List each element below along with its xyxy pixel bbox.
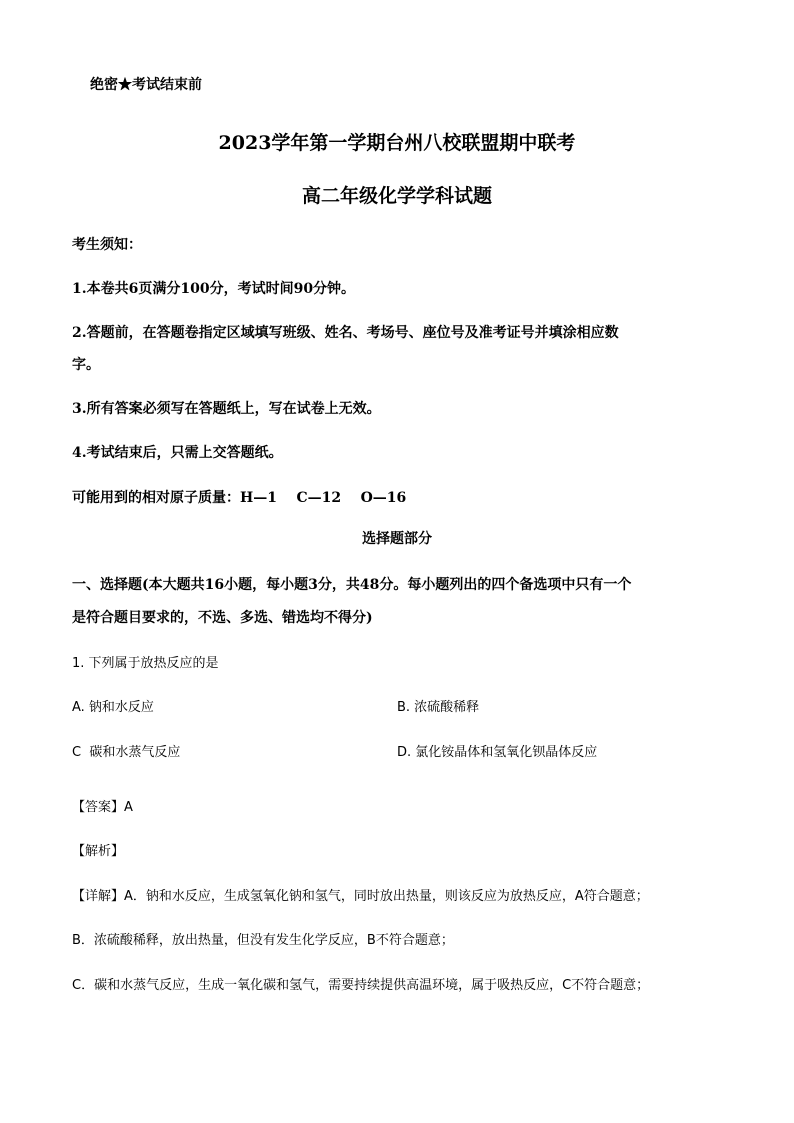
notice-heading: 考生须知：	[72, 237, 142, 253]
question-1-option-c: C 碳和水蒸气反应	[72, 745, 181, 760]
exam-title: 2023学年第一学期台州八校联盟期中联考	[218, 132, 576, 154]
notice-item-4: 4.考试结束后，只需上交答题纸。	[72, 445, 283, 461]
question-1-option-a: A. 钠和水反应	[72, 700, 154, 715]
section-intro-line-1: 一、选择题(本大题共16小题，每小题3分，共48分。每小题列出的四个备选项中只有一个	[72, 577, 632, 593]
exam-subtitle: 高二年级化学学科试题	[301, 185, 492, 207]
analysis-detail-1: 【详解】A．钠和水反应，生成氢氧化钠和氢气，同时放出热量，则该反应为放热反应，A符合题意；	[72, 889, 649, 904]
question-1-option-b: B. 浓硫酸稀释	[397, 700, 480, 715]
section-title: 选择题部分	[362, 531, 432, 547]
analysis-detail-3: C．碳和水蒸气反应，生成一氧化碳和氢气，需要持续提供高温环境，属于吸热反应，C不符合题意；	[72, 978, 650, 993]
notice-item-2: 2.答题前，在答题卷指定区域填写班级、姓名、考场号、座位号及准考证号并填涂相应数	[72, 325, 619, 341]
confidential-mark: 绝密★考试结束前	[90, 77, 202, 93]
question-1-option-d: D. 氯化铵晶体和氢氧化钡晶体反应	[397, 745, 598, 760]
section-intro-line-2: 是符合题目要求的，不选、多选、错选均不得分)	[72, 610, 373, 626]
notice-item-2-cont: 字。	[72, 357, 100, 373]
atomic-mass-line: 可能用到的相对原子质量：H—1 C—12 O—16	[72, 490, 407, 506]
answer-label: 【答案】A	[72, 800, 133, 815]
question-1-stem: 1. 下列属于放热反应的是	[72, 656, 219, 671]
analysis-detail-2: B．浓硫酸稀释，放出热量，但没有发生化学反应，B不符合题意；	[72, 933, 454, 948]
notice-item-1: 1.本卷共6页满分100分，考试时间90分钟。	[72, 281, 356, 297]
analysis-label: 【解析】	[72, 844, 125, 859]
notice-item-3: 3.所有答案必须写在答题纸上，写在试卷上无效。	[72, 401, 381, 417]
